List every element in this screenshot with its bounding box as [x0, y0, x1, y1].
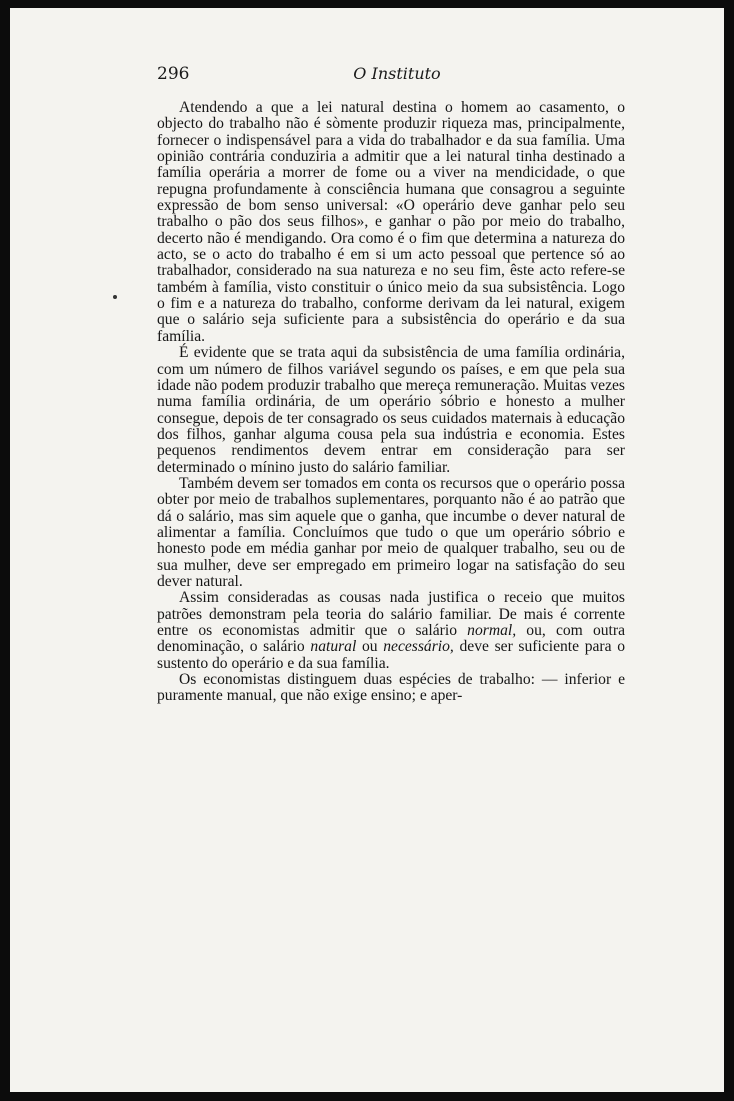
scanned-page — [10, 8, 724, 1092]
text-run: ou — [356, 638, 384, 656]
paragraph — [157, 590, 625, 672]
italic-term: normal, — [467, 622, 517, 639]
text-run: Atendendo a que a lei natural destina o homem ao casamento, o objecto do trabalho não é sòmente produzir riqueza mas, principalmente, fornecer o indispensável para a vida do trabalhador e da sua família. Uma opinião contrária conduziria a admitir que a lei natural tinha destinado a família operária a morrer de fome ou a viver na mendicidade, o que repugna profundamente à consciência humana que consagrou a seguinte expressão de bom senso universal: «O operário deve ganhar pelo seu trabalho o pão dos seus filhos», e ganhar o pão por meio do trabalho, decerto não é mendigando. Ora como é o fim que determina a natureza do acto, se o acto do trabalho é em si um acto pessoal que pertence só ao trabalhador, considerado na sua natureza e no seu fim, êste acto refere-se também à família, visto constituir o único meio da sua subsistência. Logo o fim e a natureza do trabalho, conforme derivam da lei natural, exigem que o salário seja suficiente para a subsistência do operário e da sua família. — [157, 99, 625, 345]
text-run: É evidente que se trata aqui da subsistência de uma família ordinária, com um número de filhos variável segundo os países, e em que pela sua idade não podem produzir trabalho que mereça remuneração. Muitas vezes numa família ordinária, de um operário sóbrio e honesto a mulher consegue, depois de ter consagrado os seus cuidados maternais à educação dos filhos, ganhar alguma cousa pela sua indústria e economia. Estes pequenos rendimentos devem entrar em consideração para ser determinado o mínino justo do salário familiar. — [157, 344, 625, 476]
text-run: Os economistas distinguem duas espécies de trabalho: — inferior e puramente manual, que não exige ensino; e aper- — [157, 671, 625, 705]
paragraph — [157, 672, 625, 705]
text-run: Também devem ser tomados em conta os recursos que o operário possa obter por meio de trabalhos suplementares, porquanto não é ao patrão que dá o salário, mas sim aquele que o ganha, que incumbe o dever natural de alimentar a família. Concluímos que tudo o que um operário sóbrio e honesto pode em média ganhar por meio de qualquer trabalho, seu ou de sua mulher, deve ser empregado em primeiro logar na satisfação do seu dever natural. — [157, 474, 625, 590]
italic-term: necessário, — [383, 638, 454, 656]
italic-term: natural — [310, 638, 357, 656]
ink-speck — [113, 295, 117, 299]
page-number: 296 — [157, 64, 190, 84]
paragraph — [157, 100, 625, 345]
text-run: Assim consideradas as cousas nada justifica o receio que muitos patrões demonstram pela teoria do salário familiar. De mais é corrente entre os economistas admitir que o salário — [157, 589, 625, 639]
text-run: deve ser suficiente para o sustento do operário e da sua família. — [157, 638, 626, 672]
page-header — [157, 64, 637, 94]
running-title: O Instituto — [353, 64, 441, 83]
text-run: ou, com outra denominação, o salário — [157, 622, 625, 656]
body-text — [157, 100, 625, 705]
paragraph — [157, 345, 625, 476]
paragraph — [157, 476, 625, 590]
